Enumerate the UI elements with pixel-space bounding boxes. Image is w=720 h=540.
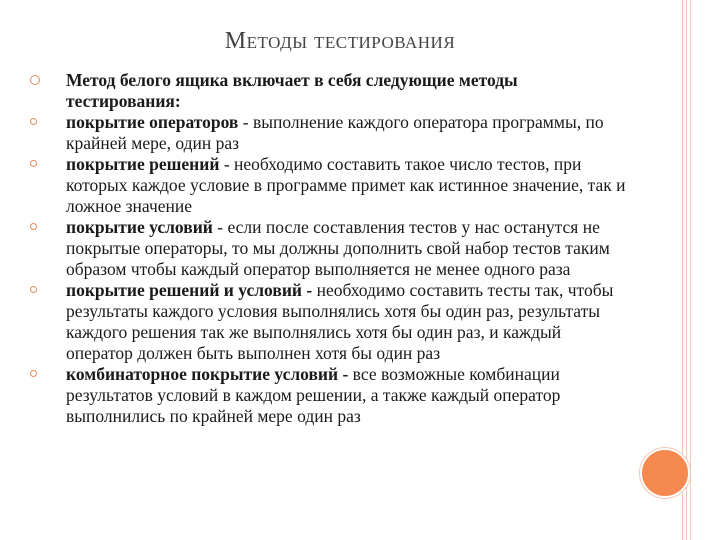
- list-item: [30, 154, 630, 217]
- list-item: [30, 364, 630, 427]
- frame-line: [690, 0, 691, 540]
- item-term: комбинаторное покрытие условий -: [66, 364, 353, 384]
- item-description: - необходимо составить такое число тестов, при которых каждое условие в программе примет как истинное значение, так и ложное значение: [66, 154, 626, 216]
- item-term: покрытие условий: [66, 217, 213, 237]
- bullet-icon: [30, 370, 37, 377]
- bullet-icon: [30, 223, 37, 230]
- bullet-list: [30, 70, 630, 427]
- intro-text: Метод белого ящика включает в себя следующие методы тестирования:: [66, 70, 518, 111]
- list-item: [30, 217, 630, 280]
- item-term: покрытие решений и условий -: [66, 280, 317, 300]
- item-description: - если после составления тестов у нас останутся не покрытые операторы, то мы должны дополнить свой набор тестов таким образом чтобы каждый оператор выполняется не менее одного раза: [66, 217, 610, 279]
- item-description: - выполнение каждого оператора программы, по крайней мере, один раз: [66, 112, 604, 153]
- list-item: [30, 112, 630, 154]
- bullet-icon: [30, 286, 37, 293]
- item-term: покрытие операторов: [66, 112, 239, 132]
- bullet-icon: [30, 75, 40, 85]
- bullet-icon: [30, 118, 37, 125]
- decorative-circle: [640, 448, 690, 498]
- slide-title: Методы тестирования: [224, 28, 456, 54]
- item-description: все возможные комбинации результатов условий в каждом решении, а также каждый оператор выполнились по крайней мере один раз: [66, 364, 561, 426]
- list-item-intro: [30, 70, 630, 112]
- item-term: покрытие решений: [66, 154, 220, 174]
- bullet-icon: [30, 160, 37, 167]
- item-description: необходимо составить тесты так, чтобы результаты каждого условия выполнялись хотя бы один раз, результаты каждого решения так же выполнялись хотя бы один раз, и каждый оператор должен быть выполнен хотя бы один раз: [66, 280, 614, 363]
- list-item: [30, 280, 630, 364]
